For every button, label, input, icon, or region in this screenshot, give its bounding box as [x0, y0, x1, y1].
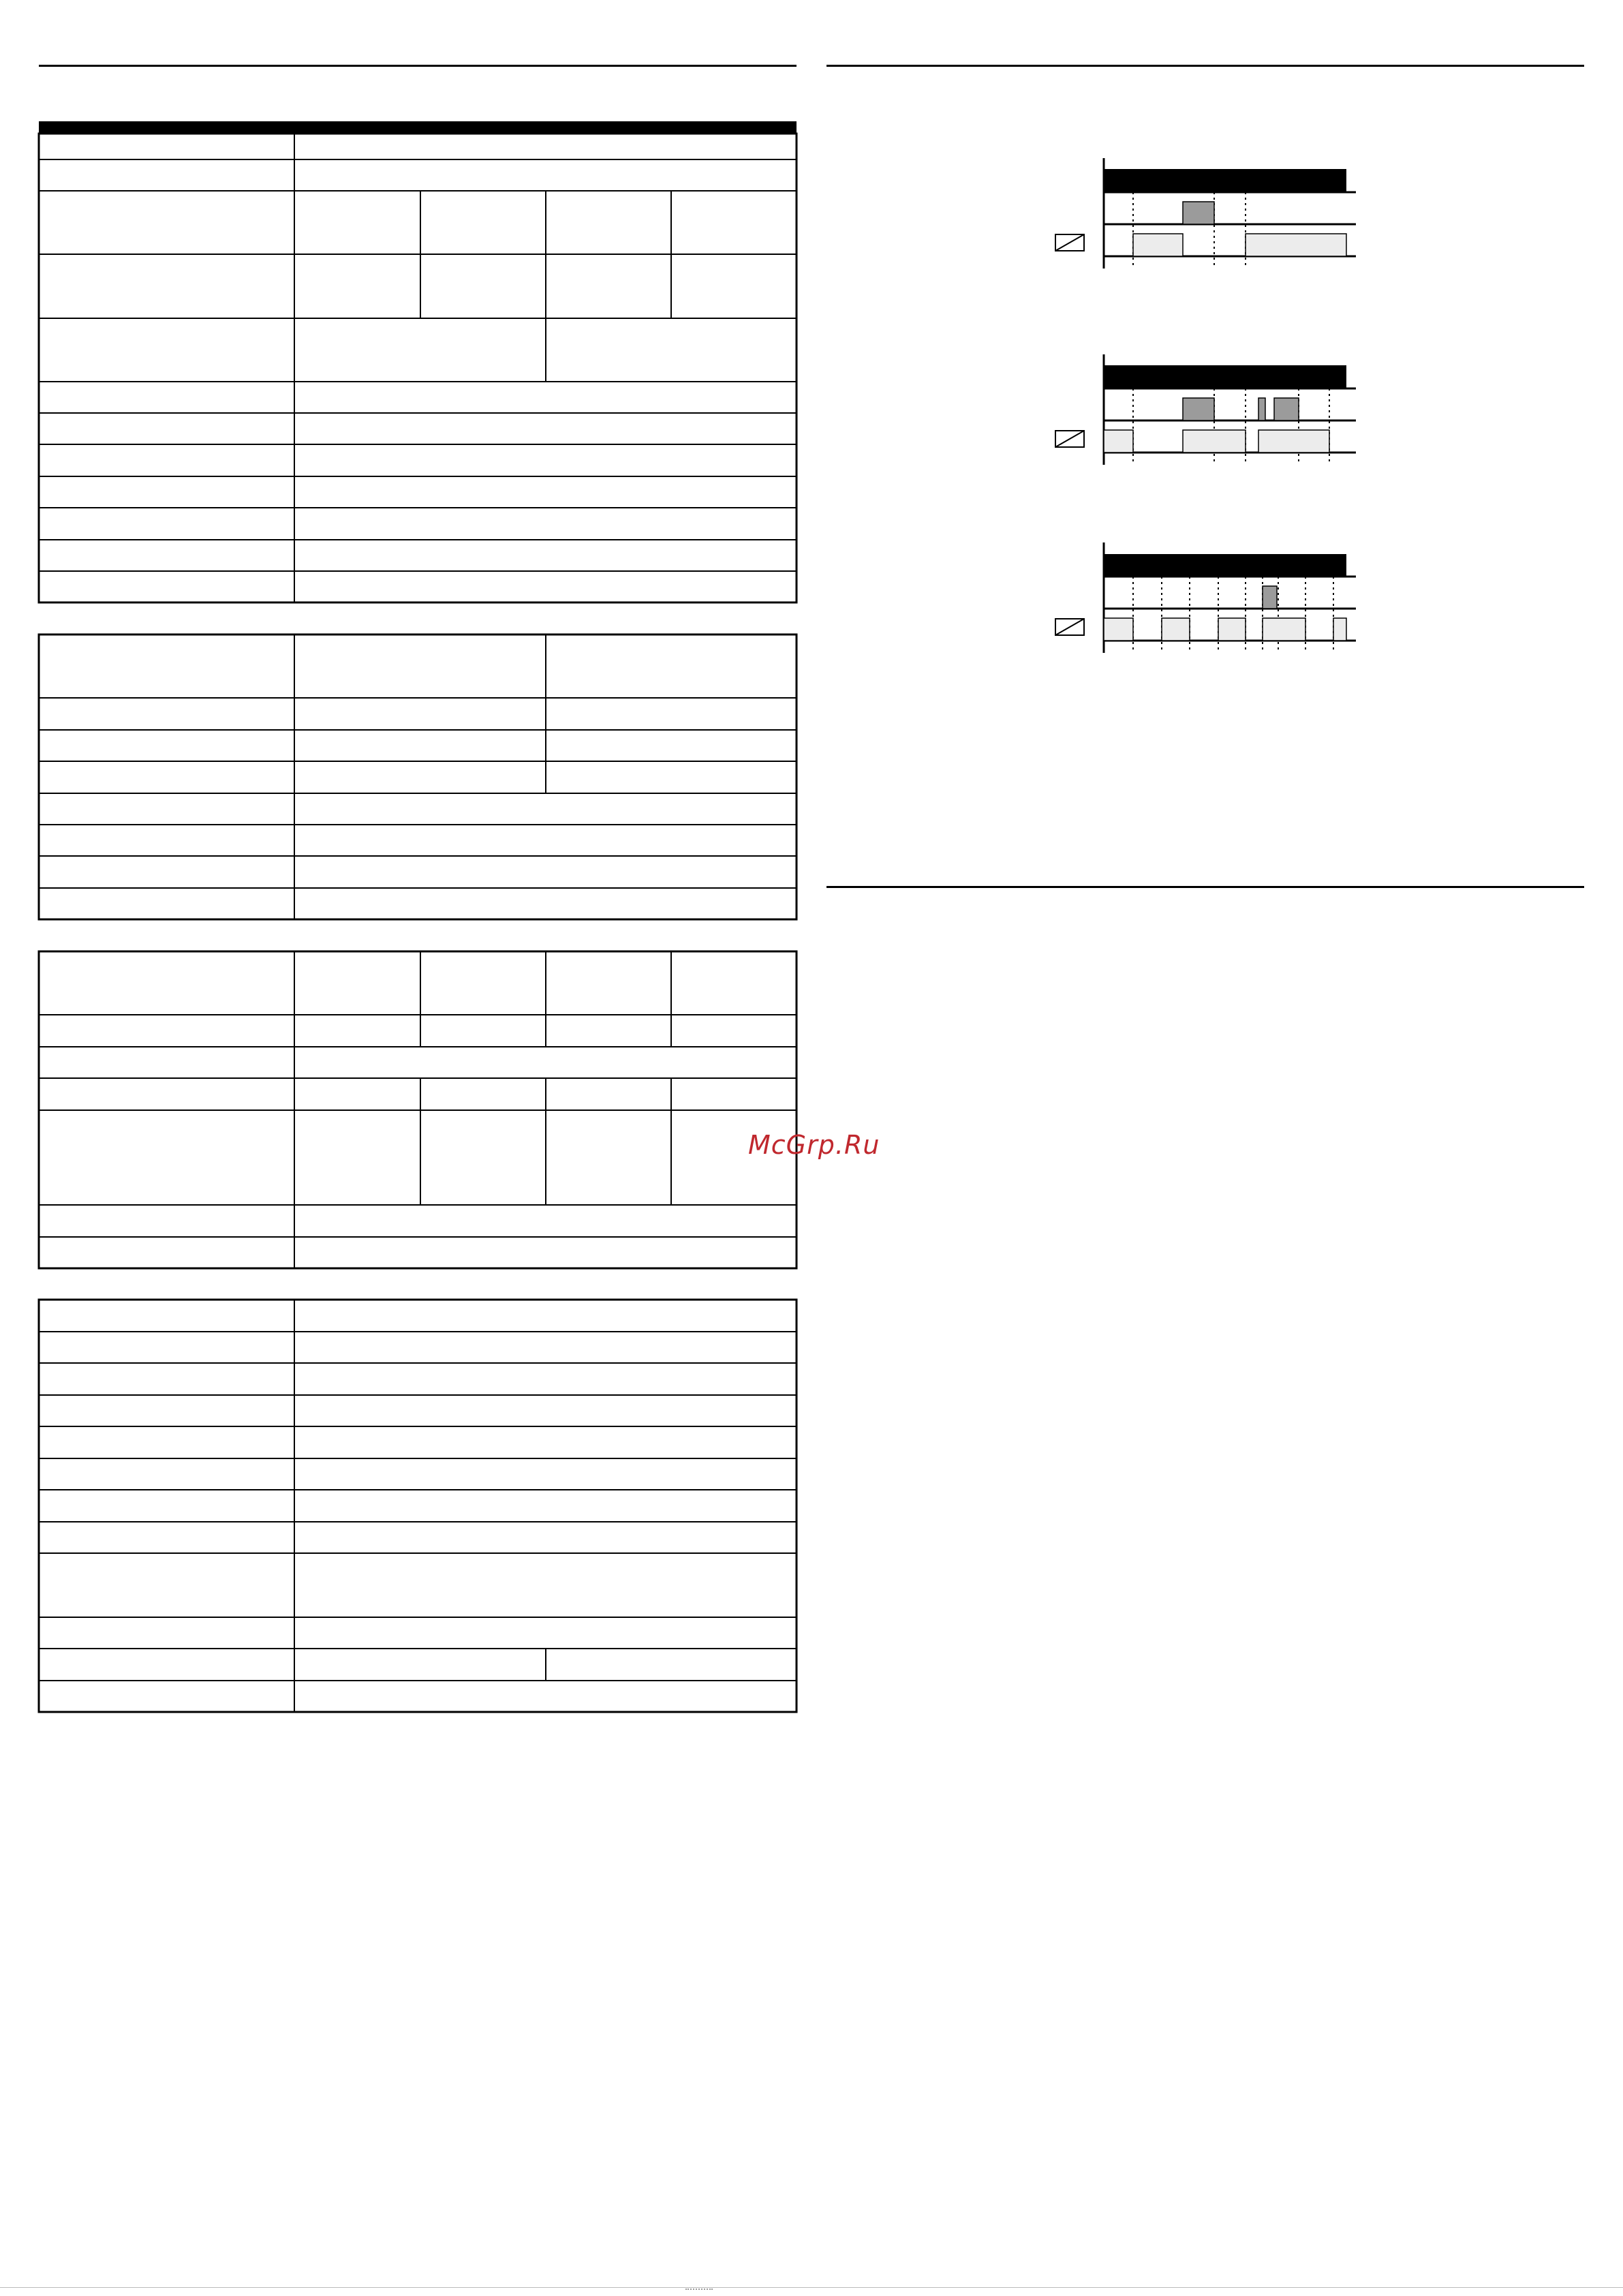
timing-diagram-1 [1055, 158, 1356, 269]
output-pulse [1104, 430, 1133, 453]
timing-diagram-2 [1055, 354, 1356, 465]
output-pulse [1162, 618, 1190, 641]
output-pulse [1246, 234, 1346, 256]
output-pulse [1263, 618, 1305, 641]
control-pulse [1274, 398, 1299, 420]
output-pulse [1258, 430, 1329, 453]
supply-signal-bar [1104, 365, 1346, 388]
supply-signal-bar [1104, 169, 1346, 192]
supply-signal-bar [1104, 554, 1346, 577]
footer-mark [685, 2289, 713, 2290]
output-pulse [1133, 234, 1183, 256]
control-pulse [1183, 202, 1214, 224]
output-pulse [1218, 618, 1246, 641]
footer-rule [0, 2287, 1623, 2288]
watermark: McGrp.Ru [748, 1130, 880, 1160]
output-pulse [1333, 618, 1346, 641]
output-pulse [1104, 618, 1133, 641]
control-pulse [1183, 398, 1214, 420]
control-pulse [1258, 398, 1265, 420]
timing-diagram-3 [1055, 542, 1356, 653]
control-pulse [1263, 586, 1277, 609]
output-pulse [1183, 430, 1246, 453]
